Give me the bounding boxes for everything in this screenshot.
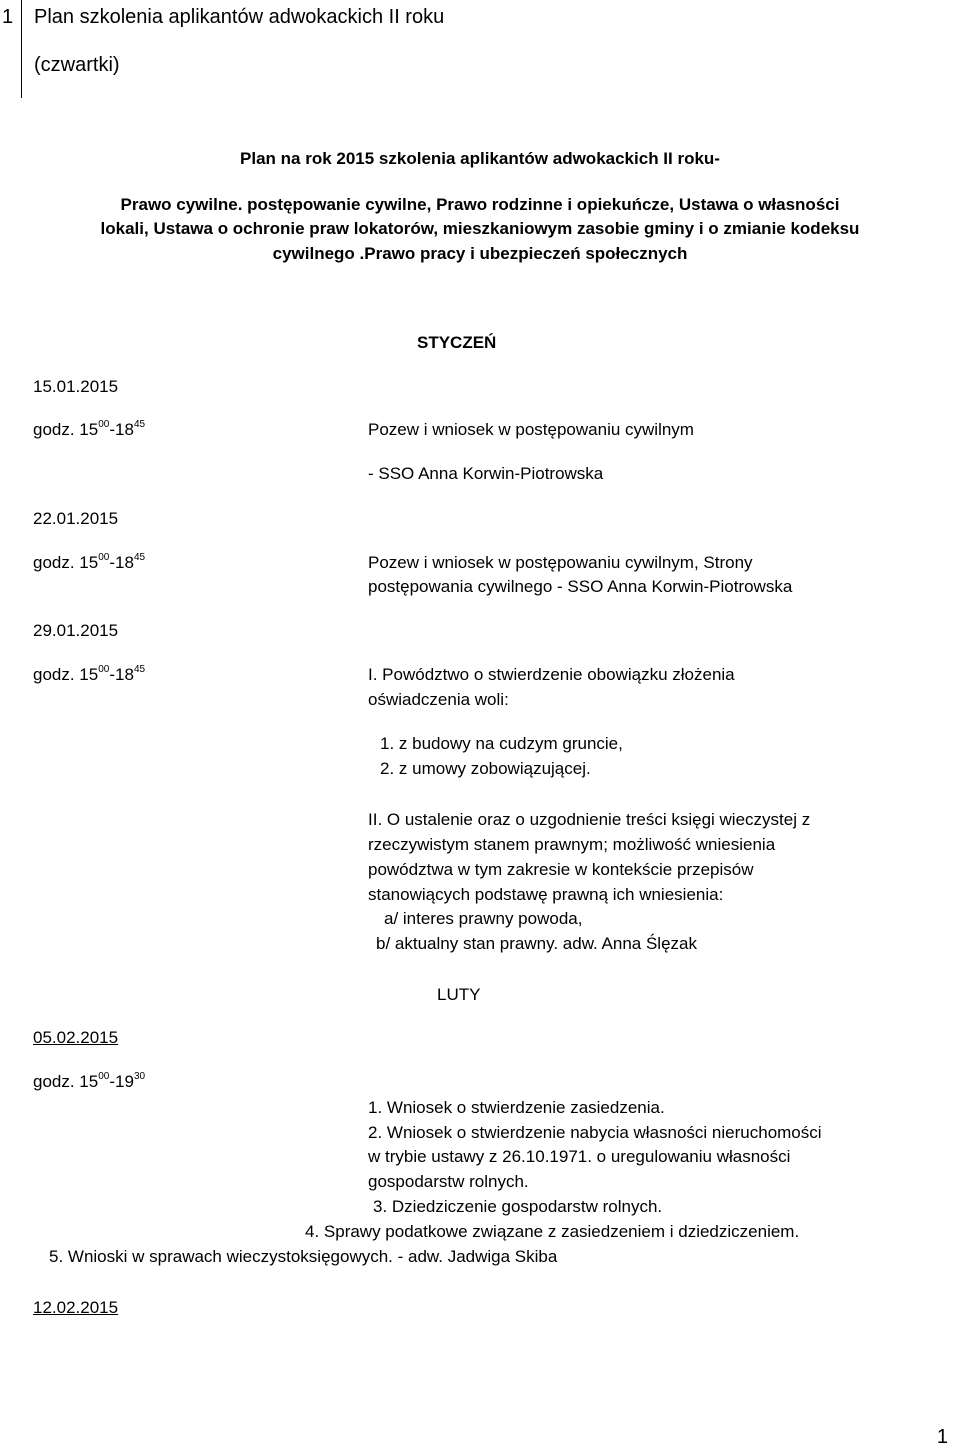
session-time: godz. $15^{00}-18^{45}$ (33, 664, 146, 684)
session-topic-line: a/ interes prawny powoda, (384, 909, 583, 928)
session-topic-line: 1. Wniosek o stwierdzenie zasiedzenia. (368, 1098, 665, 1117)
session-topic-line: 3. Dziedziczenie gospodarstw rolnych. (373, 1197, 663, 1216)
session-topic-line: rzeczywistym stanem prawnym; możliwość wniesienia (368, 835, 776, 854)
plan-title: Plan na rok 2015 szkolenia aplikantów adwokackich II roku- (240, 149, 720, 168)
header-number: 1 (2, 6, 14, 28)
month-heading-february: LUTY (437, 985, 481, 1004)
session-topic-line: Pozew i wniosek w postępowaniu cywilnym (368, 420, 694, 439)
session-topic-line: gospodarstw rolnych. (368, 1172, 529, 1191)
session-topic-line: II. O ustalenie oraz o uzgodnienie treści księgi wieczystej z (368, 810, 811, 829)
intro-line-2: lokali, Ustawa o ochronie praw lokatorów, mieszkaniowym zasobie gminy i o zmianie kodeksu (100, 219, 860, 238)
session-date: 05.02.2015 (33, 1028, 119, 1047)
month-heading-january: STYCZEŃ (417, 333, 497, 352)
session-date: 12.02.2015 (33, 1298, 119, 1317)
session-topic-line: - SSO Anna Korwin-Piotrowska (368, 464, 604, 483)
page-number: 1 (936, 1426, 948, 1448)
session-topic-line: 4. Sprawy podatkowe związane z zasiedzeniem i dziedziczeniem. (305, 1222, 800, 1241)
session-topic-line: powództwa w tym zakresie w kontekście przepisów (368, 860, 754, 879)
session-topic-line: oświadczenia woli: (368, 690, 509, 709)
session-topic-line: w trybie ustawy z 26.10.1971. o uregulowaniu własności (368, 1147, 791, 1166)
session-topic-line: Pozew i wniosek w postępowaniu cywilnym, Strony (368, 553, 753, 572)
session-date: 15.01.2015 (33, 377, 119, 396)
page-subtitle: (czwartki) (34, 54, 120, 76)
session-topic-line: b/ aktualny stan prawny. adw. Anna Ślęzak (376, 934, 697, 953)
session-date: 22.01.2015 (33, 509, 119, 528)
intro-line-1: Prawo cywilne. postępowanie cywilne, Prawo rodzinne i opiekuńcze, Ustawa o własności (120, 195, 840, 214)
session-date: 29.01.2015 (33, 621, 119, 640)
session-time: godz. $15^{00}-18^{45}$ (33, 419, 146, 439)
header-divider (21, 0, 22, 98)
session-time: godz. $15^{00}-19^{30}$ (33, 1071, 146, 1091)
session-topic-line: stanowiących podstawę prawną ich wniesienia: (368, 885, 724, 904)
session-topic-line: I. Powództwo o stwierdzenie obowiązku złożenia (368, 665, 735, 684)
session-topic-line: 5. Wnioski w sprawach wieczystoksięgowych. - adw. Jadwiga Skiba (49, 1247, 558, 1266)
session-topic-line: 1. z budowy na cudzym gruncie, (380, 734, 623, 753)
session-topic-line: postępowania cywilnego - SSO Anna Korwin-Piotrowska (368, 577, 793, 596)
session-time: godz. $15^{00}-18^{45}$ (33, 552, 146, 572)
session-topic-line: 2. Wniosek o stwierdzenie nabycia własności nieruchomości (368, 1123, 822, 1142)
session-topic-line: 2. z umowy zobowiązującej. (380, 759, 591, 778)
intro-line-3: cywilnego .Prawo pracy i ubezpieczeń społecznych (272, 244, 688, 263)
page-title: Plan szkolenia aplikantów adwokackich II roku (34, 6, 445, 28)
